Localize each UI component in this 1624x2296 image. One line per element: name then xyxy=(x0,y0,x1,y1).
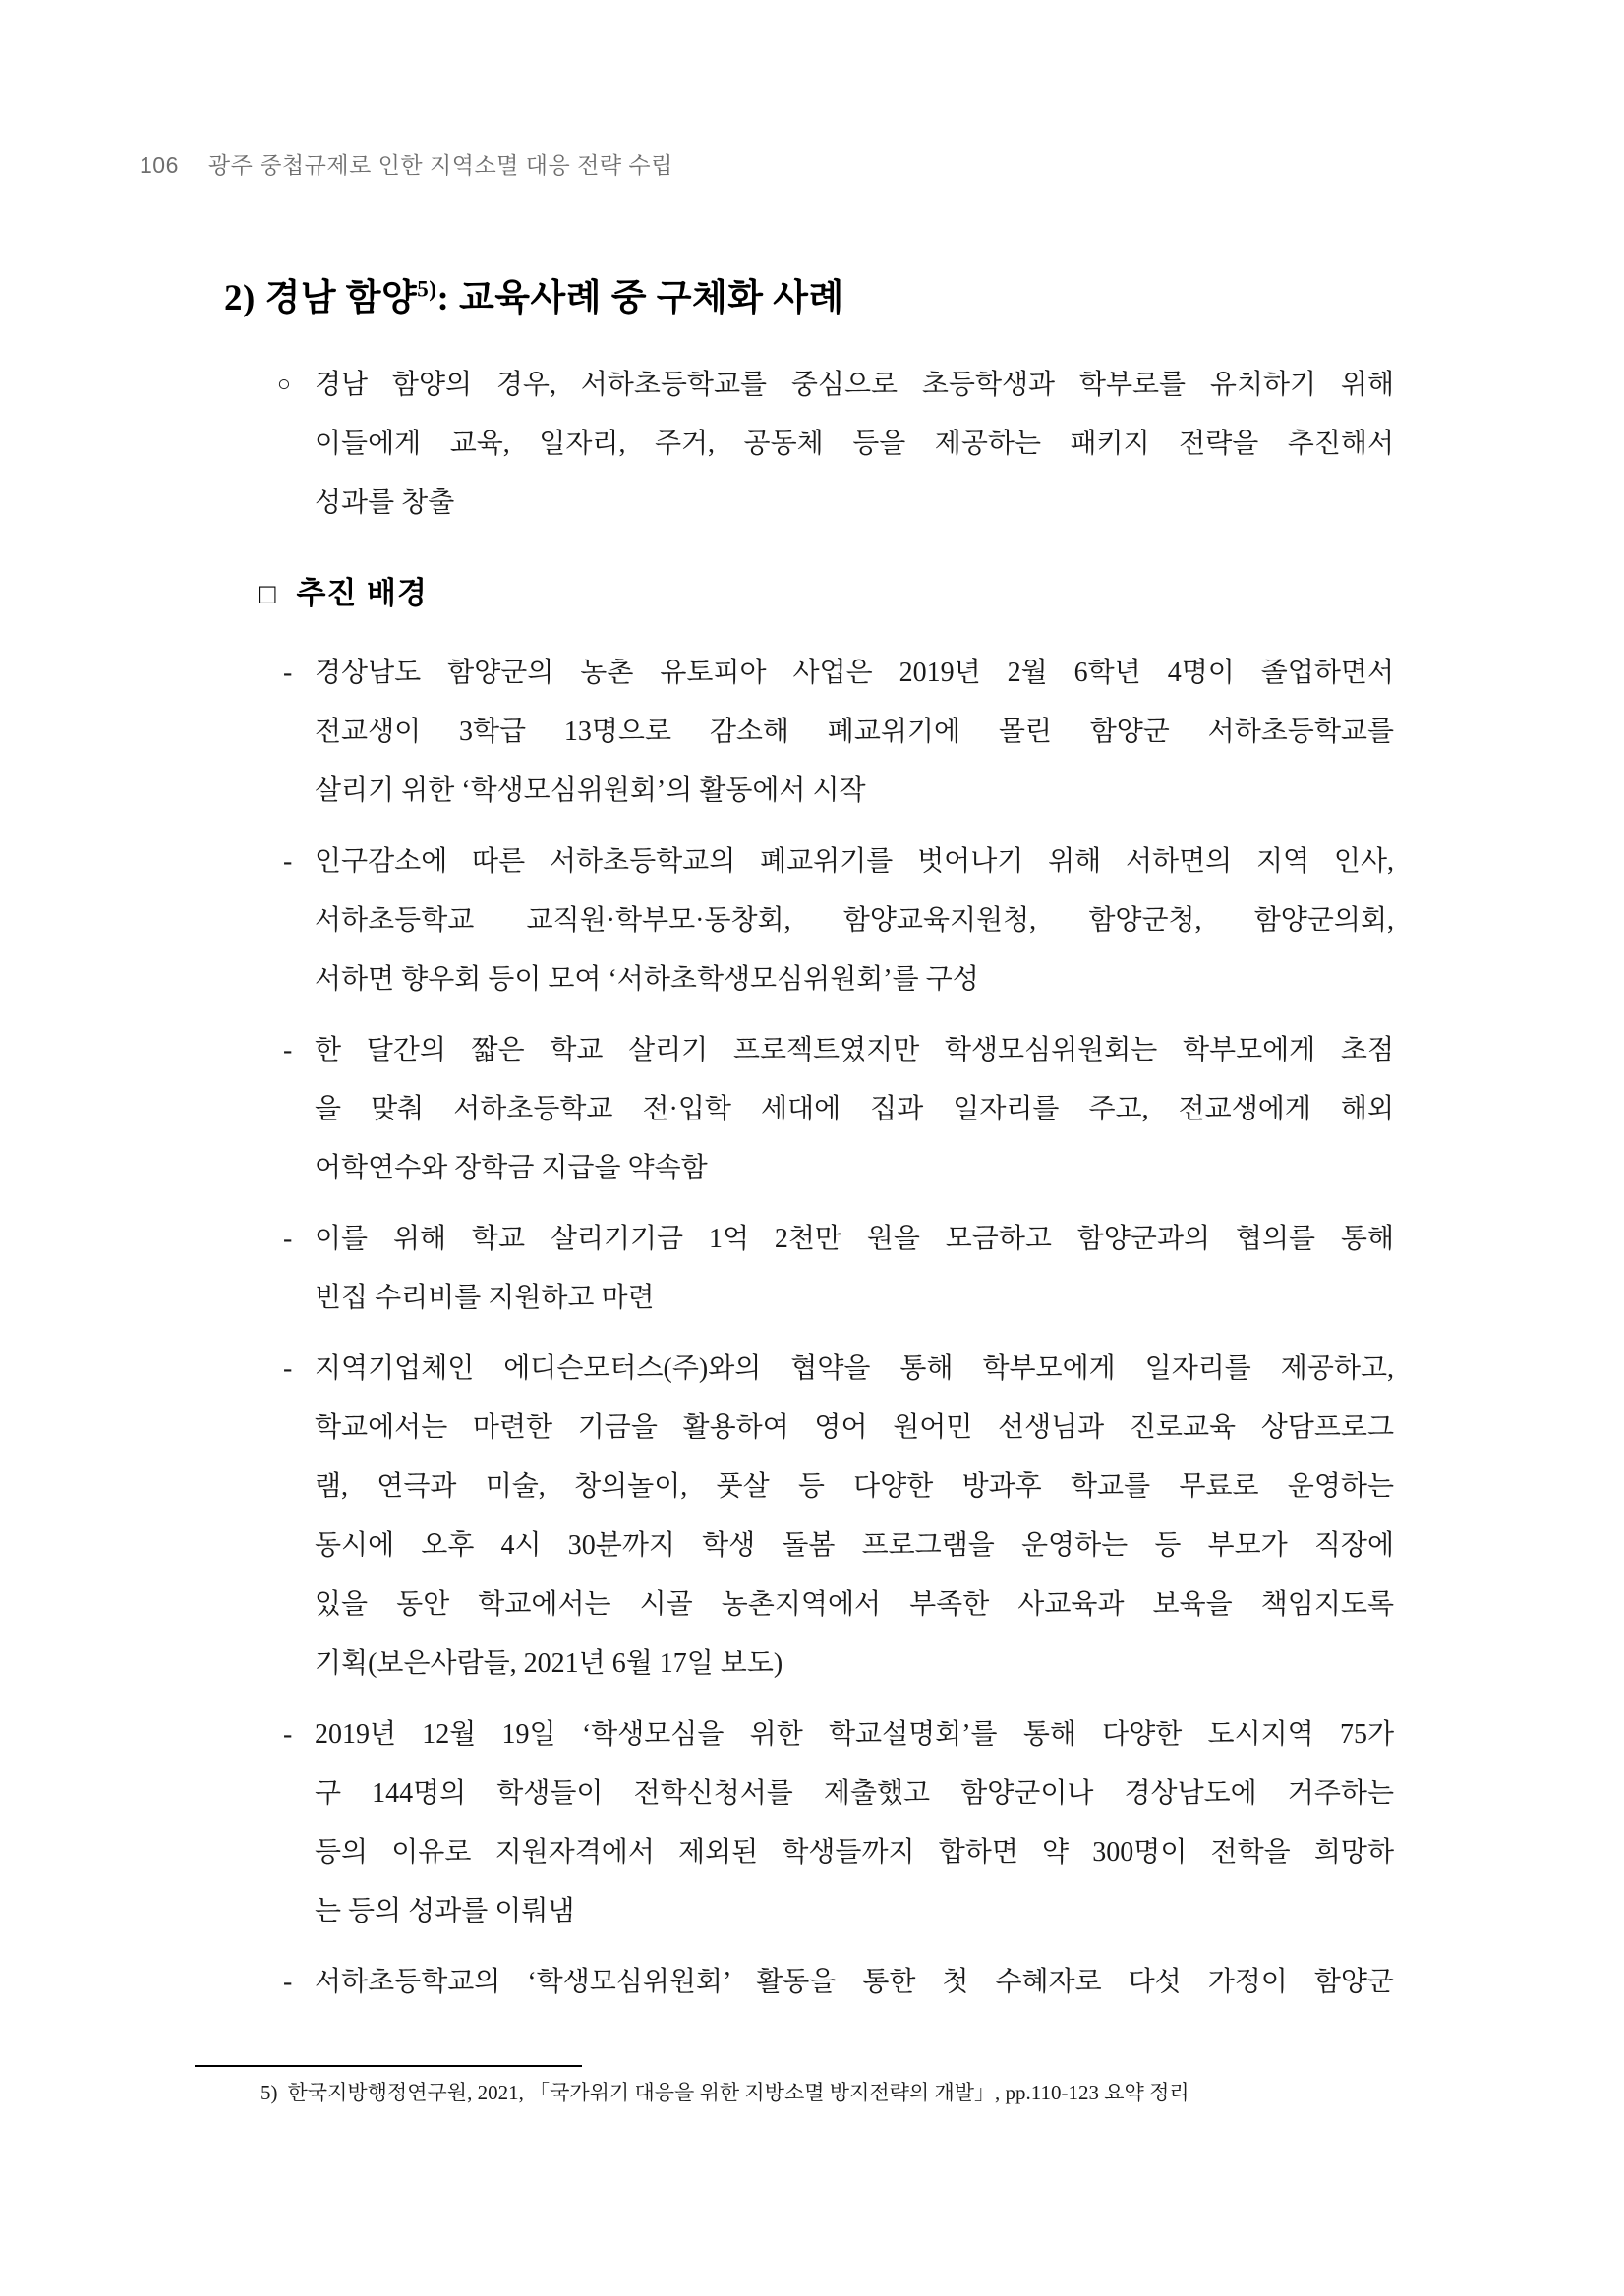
summary-line: 경남 함양의 경우, 서하초등학교를 중심으로 초등학생과 학부로를 유치하기 위해 xyxy=(315,370,1394,400)
body-line: 을 맞춰 서하초등학교 전·입학 세대에 집과 일자리를 주고, 전교생에게 해외 xyxy=(315,1094,1394,1124)
footnote-reference: 5) xyxy=(417,276,437,302)
body-line: 2019년 12월 19일 ‘학생모심을 위한 학교설명회’를 통해 다양한 도시지역 75가 xyxy=(315,1719,1394,1750)
summary-line: 이들에게 교육, 일자리, 주거, 공동체 등을 제공하는 패키지 전략을 추진해서 xyxy=(315,429,1394,459)
running-doc-title: 광주 중첩규제로 인한 지역소멸 대응 전략 수립 xyxy=(207,152,673,178)
section-title-prefix: 2) 경남 함양 xyxy=(224,278,418,318)
dash-marker: - xyxy=(283,1719,293,1750)
body-line: 서하초등학교 교직원·학부모·동창회, 함양교육지원청, 함양군청, 함양군의회, xyxy=(315,905,1394,936)
body-line: 는 등의 성과를 이뤄냄 xyxy=(315,1896,575,1926)
body-line: 한 달간의 짧은 학교 살리기 프로젝트였지만 학생모심위원회는 학부모에게 초점 xyxy=(315,1035,1394,1065)
running-header xyxy=(140,147,673,180)
dash-marker: - xyxy=(283,658,293,688)
list-item xyxy=(283,832,1394,1009)
list-item xyxy=(283,1210,1394,1328)
body-line: 학교에서는 마련한 기금을 활용하여 영어 원어민 선생님과 진로교육 상담프로그 xyxy=(315,1412,1394,1443)
body-line: 살리기 위한 ‘학생모심위원회’의 활동에서 시작 xyxy=(315,775,866,806)
dash-marker: - xyxy=(283,1353,293,1384)
list-item xyxy=(283,1705,1394,1941)
square-bullet-marker: □ xyxy=(259,579,277,610)
footnote xyxy=(261,2077,1440,2108)
section-heading xyxy=(259,568,428,612)
body-line: 구 144명의 학생들이 전학신청서를 제출했고 함양군이나 경상남도에 거주하는 xyxy=(315,1778,1394,1808)
body-line: 전교생이 3학급 13명으로 감소해 폐교위기에 몰린 함양군 서하초등학교를 xyxy=(315,717,1394,747)
body-line: 서하면 향우회 등이 모여 ‘서하초학생모심위원회’를 구성 xyxy=(315,964,979,995)
section-title-suffix: : 교육사례 중 구체화 사례 xyxy=(436,278,844,318)
body-line: 경상남도 함양군의 농촌 유토피아 사업은 2019년 2월 6학년 4명이 졸업하면서 xyxy=(315,658,1394,688)
list-item xyxy=(283,644,1394,821)
circle-bullet-marker: ○ xyxy=(277,372,291,396)
body-line: 등의 이유로 지원자격에서 제외된 학생들까지 합하면 약 300명이 전학을 희망하 xyxy=(315,1837,1394,1867)
section-heading-label: 추진 배경 xyxy=(296,576,428,610)
body-line: 빈집 수리비를 지원하고 마련 xyxy=(315,1283,655,1313)
footnote-separator xyxy=(195,2065,582,2067)
page-number: 106 xyxy=(140,152,179,178)
body-line: 어학연수와 장학금 지급을 약속함 xyxy=(315,1153,708,1183)
list-item xyxy=(283,1953,1394,2012)
body-line: 있을 동안 학교에서는 시골 농촌지역에서 부족한 사교육과 보육을 책임지도록 xyxy=(315,1589,1394,1620)
footnote-label: 5) xyxy=(261,2081,278,2104)
list-item xyxy=(283,1340,1394,1693)
dash-item-list xyxy=(283,644,1394,2024)
body-line: 이를 위해 학교 살리기기금 1억 2천만 원을 모금하고 함양군과의 협의를 통해 xyxy=(315,1224,1394,1254)
dash-marker: - xyxy=(283,1224,293,1254)
body-line: 인구감소에 따른 서하초등학교의 폐교위기를 벗어나기 위해 서하면의 지역 인사, xyxy=(315,846,1394,877)
body-line: 서하초등학교의 ‘학생모심위원회’ 활동을 통한 첫 수혜자로 다섯 가정이 함양군 xyxy=(315,1967,1394,1997)
body-line: 기획(보은사람들, 2021년 6월 17일 보도) xyxy=(315,1648,783,1679)
body-line: 동시에 오후 4시 30분까지 학생 돌봄 프로그램을 운영하는 등 부모가 직장에 xyxy=(315,1530,1394,1561)
body-line: 램, 연극과 미술, 창의놀이, 풋살 등 다양한 방과후 학교를 무료로 운영하는 xyxy=(315,1471,1394,1502)
footnote-text: 한국지방행정연구원, 2021, 「국가위기 대응을 위한 지방소멸 방지전략의 개발」, pp.110-123 요약 정리 xyxy=(287,2081,1189,2104)
dash-marker: - xyxy=(283,846,293,877)
dash-marker: - xyxy=(283,1035,293,1065)
summary-paragraph xyxy=(315,356,1394,533)
body-line: 지역기업체인 에디슨모터스(주)와의 협약을 통해 학부모에게 일자리를 제공하고, xyxy=(315,1353,1394,1384)
section-title xyxy=(224,267,844,320)
list-item xyxy=(283,1021,1394,1198)
summary-line: 성과를 창출 xyxy=(315,488,455,518)
dash-marker: - xyxy=(283,1967,293,1997)
